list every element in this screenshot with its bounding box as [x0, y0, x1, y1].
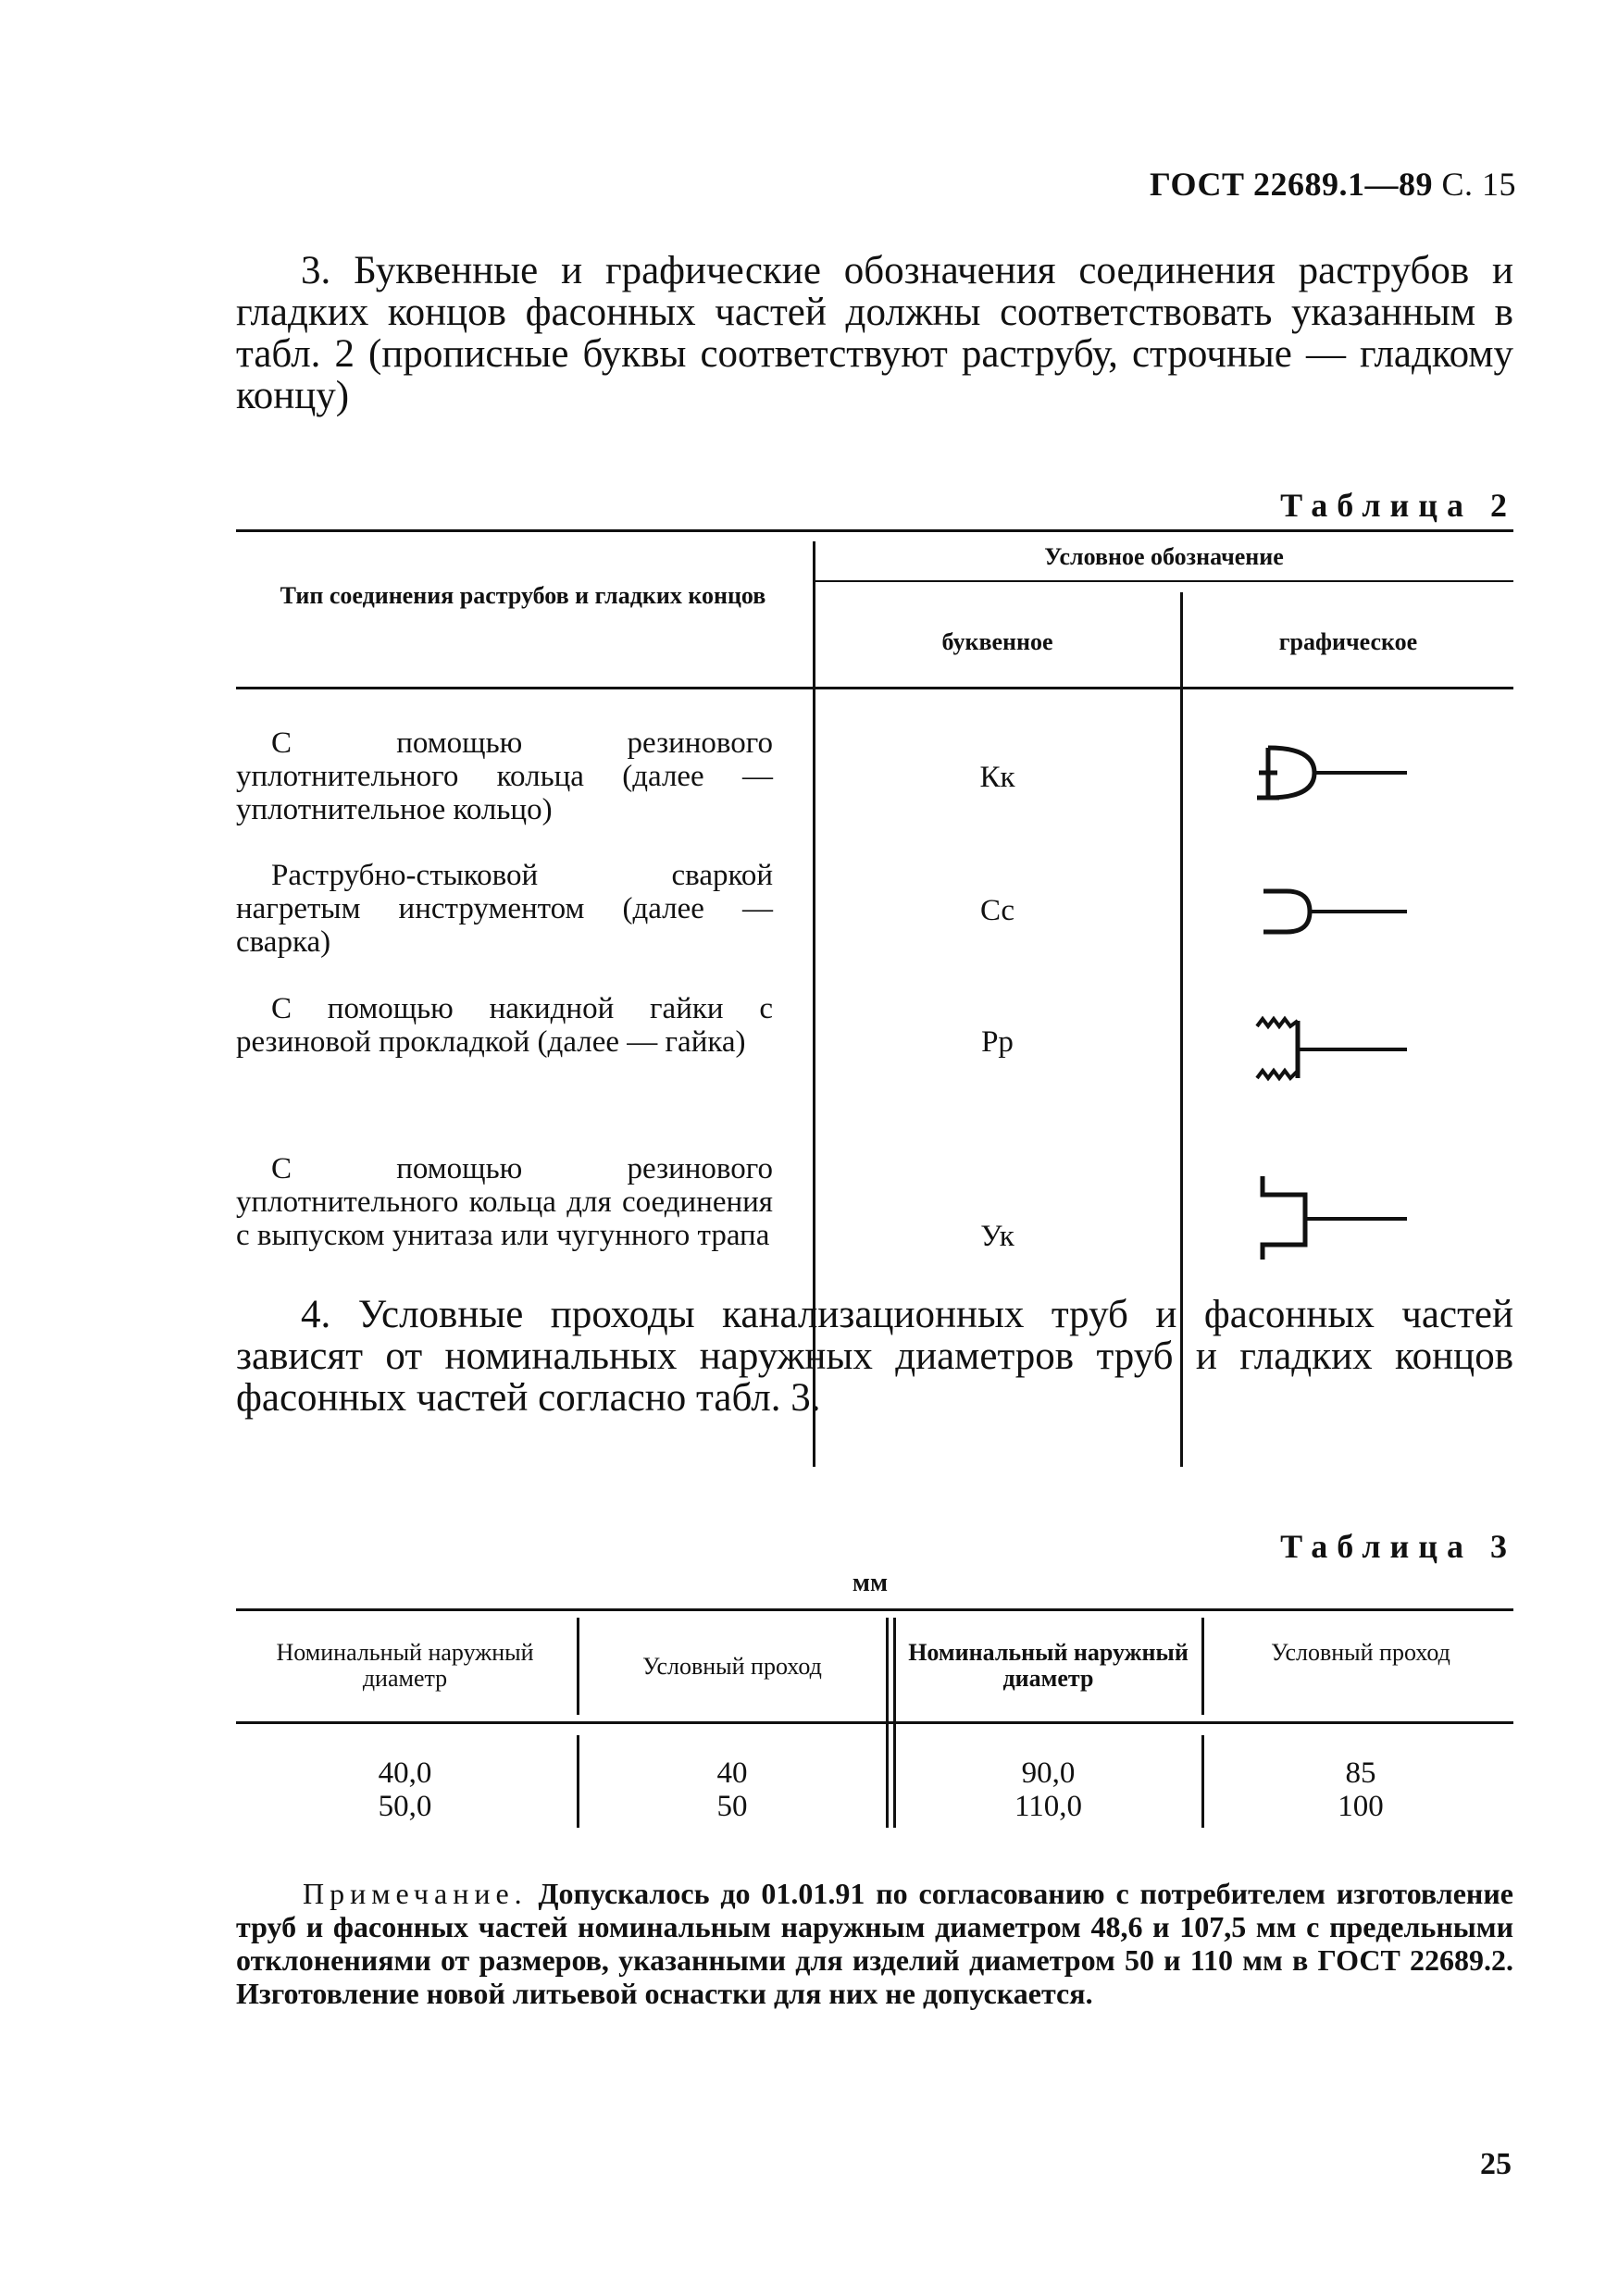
toilet-outlet-symbol [1250, 1171, 1416, 1263]
page-header [1150, 165, 1516, 204]
table-row-2-type: Раструбно-стыковой сваркой нагретым инструментом (далее — сварка) [236, 859, 773, 959]
table-3-vline-3b [1201, 1735, 1204, 1828]
table-3-vline-2a [886, 1618, 889, 1828]
table-3-col-2: 40 50 [716, 1756, 748, 1823]
note-label: Примечание. [303, 1877, 528, 1910]
table-2-group-rule [815, 580, 1513, 582]
table-3-vline-3a [1201, 1618, 1204, 1715]
table-3-vline-1a [577, 1618, 579, 1715]
table-row-2-letter: Сс [979, 894, 1015, 927]
table-row-3-type: С помощью накидной гайки с резиновой прокладкой (далее — гайка) [236, 992, 773, 1059]
doc-number: ГОСТ 22689.1—89 [1150, 166, 1433, 203]
table-row-1-letter: Кк [979, 761, 1015, 794]
table-2-caption: Таблица 2 [1280, 487, 1516, 524]
table-3-col-1: 40,0 50,0 [378, 1756, 432, 1823]
table-3-vline-1b [577, 1735, 579, 1828]
paragraph-4: 4. Условные проходы канализационных труб и фасонных частей зависят от номинальных наружных диаметров труб и гладких концов фасонных частей согласно табл. 3. [236, 1293, 1513, 1420]
table-row-3-letter: Рр [981, 1025, 1014, 1059]
table-2-col-type: Тип соединения раструбов и гладких концов [280, 582, 766, 609]
ring-seal-symbol [1250, 740, 1416, 805]
table-row-4-letter: Ук [980, 1220, 1014, 1253]
table-row-1-type: С помощью резинового уплотнительного кольца (далее — уплотнительное кольцо) [236, 726, 773, 826]
table-3-col-4: 85 100 [1338, 1756, 1384, 1823]
table-2-header-rule [236, 687, 1513, 689]
table-3-caption: Таблица 3 [1280, 1528, 1516, 1565]
paragraph-3: 3. Буквенные и графические обозначения соединения раструбов и гладких концов фасонных частей должны соответствовать указанным в табл. 2 (прописные буквы соответствуют раструбу, строчные — гладкому концу) [236, 249, 1513, 417]
table-2-col-letter: буквенное [941, 628, 1053, 655]
table-3-top-rule [236, 1608, 1513, 1611]
table-3-header-1: Номинальный наружный диаметр [276, 1639, 534, 1692]
table-3-header-rule [236, 1721, 1513, 1724]
page-ref: С. 15 [1441, 166, 1516, 203]
note [236, 1877, 1513, 2010]
weld-symbol [1250, 884, 1416, 939]
table-3-header-2: Условный проход [642, 1653, 822, 1680]
nut-symbol [1250, 1013, 1416, 1087]
note-text: Допускалось до 01.01.91 по согласованию с потребителем изготовление труб и фасонных частей номинальным наружным диаметром 48,6 и 107,5 мм с предельными отклонениями от размеров, указанными для изделий диаметром 50 и 110 мм в ГОСТ 22689.2. Изготовление новой литьевой оснастки для них не допускается. [236, 1877, 1514, 2010]
table-3-header-3: Номинальный наружный диаметр [908, 1639, 1189, 1692]
table-2-top-rule [236, 529, 1513, 532]
table-3-vline-2b [893, 1618, 896, 1828]
table-3-col-3: 90,0 110,0 [1014, 1756, 1083, 1823]
table-2-col-group: Условное обозначение [1044, 543, 1284, 570]
page-number: 25 [1480, 2147, 1512, 2181]
table-row-4-type: С помощью резинового уплотнительного кольца для соединения с выпуском унитаза или чугунного трапа [236, 1152, 773, 1252]
table-2-col-graphic: графическое [1278, 628, 1418, 655]
table-3-header-4: Условный проход [1271, 1639, 1450, 1666]
table-3-unit: мм [852, 1569, 889, 1597]
